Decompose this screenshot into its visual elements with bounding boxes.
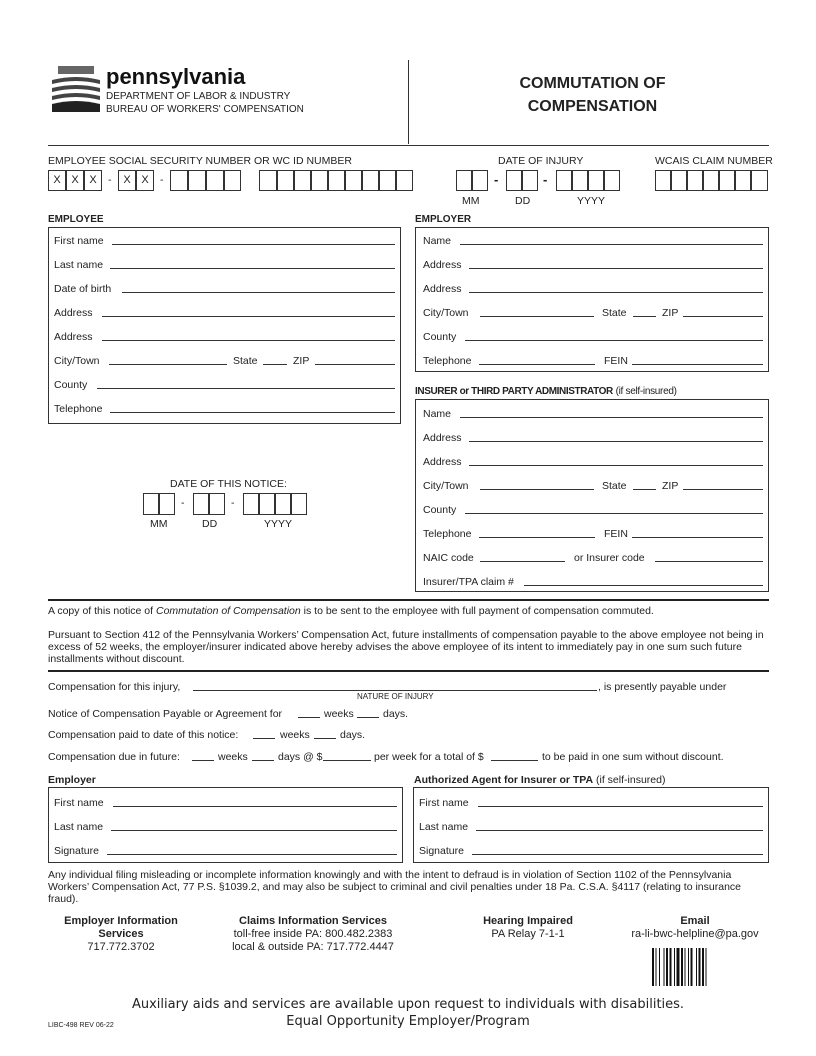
ssn-digit-2[interactable]: X (66, 170, 84, 191)
insurer-code-label: or Insurer code (574, 552, 645, 564)
notice-date-label: DATE OF THIS NOTICE: (170, 478, 287, 490)
employer-state-label: State (602, 307, 627, 319)
notice-comp-weeks-label: weeks (324, 708, 354, 720)
employer-address-1-label: Address (423, 259, 462, 271)
employer-zip-label: ZIP (662, 307, 679, 319)
ssn-dash-1: - (108, 174, 112, 186)
employer-info-heading-1: Employer Information (64, 915, 178, 927)
claims-line-1: toll-free inside PA: 800.482.2383 (233, 928, 393, 940)
insurer-address-2-label: Address (423, 456, 462, 468)
notice-yyyy-4[interactable] (291, 493, 307, 515)
nature-of-injury-field[interactable] (193, 690, 597, 691)
due-days-at-label: days @ $ (278, 751, 323, 763)
ssn-digit-3[interactable]: X (84, 170, 102, 191)
employer-telephone-field[interactable] (479, 364, 595, 365)
ssn-digit-9[interactable] (224, 170, 241, 191)
employer-fein-field[interactable] (632, 364, 763, 365)
email-heading: Email (680, 915, 710, 927)
copy-italic: Commutation of Compensation (155, 605, 301, 617)
employer-telephone-label: Telephone (423, 355, 472, 367)
barcode (652, 948, 746, 986)
employee-state-label: State (233, 355, 258, 367)
notice-comp-days-field[interactable] (357, 717, 379, 718)
claims-line-2: local & outside PA: 717.772.4447 (232, 941, 394, 953)
ssn-label: EMPLOYEE SOCIAL SECURITY NUMBER OR WC ID NUMBER (48, 155, 352, 167)
insurer-state-label: State (602, 480, 627, 492)
agent-sig-first-field[interactable] (478, 806, 763, 807)
employee-dob-field[interactable] (122, 292, 395, 293)
employer-heading: EMPLOYER (415, 214, 472, 225)
employee-last-name-label: Last name (54, 259, 104, 271)
employee-dob-label: Date of birth (54, 283, 112, 295)
insurer-address-1-field[interactable] (469, 441, 763, 442)
employer-name-field[interactable] (460, 244, 763, 245)
due-weeks-label: weeks (218, 751, 248, 763)
insurer-county-field[interactable] (465, 513, 763, 514)
doi-label: DATE OF INJURY (498, 155, 584, 167)
notice-mm-2[interactable] (159, 493, 175, 515)
notice-comp-label: Notice of Compensation Payable or Agreement for (48, 708, 283, 720)
hearing-impaired-contact (460, 915, 596, 941)
employee-first-name-label: First name (54, 235, 104, 247)
dept-line-1: DEPARTMENT OF LABOR & INDUSTRY (106, 91, 291, 102)
insurer-telephone-field[interactable] (479, 537, 595, 538)
nature-of-injury-caption: NATURE OF INJURY (357, 692, 434, 701)
employer-address-1-field[interactable] (469, 268, 763, 269)
insurer-telephone-label: Telephone (423, 528, 472, 540)
due-days-field[interactable] (252, 760, 274, 761)
notice-comp-weeks-field[interactable] (298, 717, 320, 718)
header-divider (408, 60, 409, 144)
employer-box (415, 227, 769, 372)
insurer-claim-label: Insurer/TPA claim # (423, 576, 514, 588)
insurer-state-field[interactable] (633, 489, 656, 490)
paid-weeks-label: weeks (280, 729, 310, 741)
insurer-county-label: County (423, 504, 457, 516)
employee-county-field[interactable] (97, 388, 395, 389)
due-weeks-field[interactable] (192, 760, 214, 761)
employee-city-field[interactable] (109, 364, 227, 365)
wcais-digit-4[interactable] (703, 170, 719, 191)
insurer-name-label: Name (423, 408, 452, 420)
employer-city-field[interactable] (480, 316, 594, 317)
doi-yyyy-2[interactable] (572, 170, 588, 191)
employee-first-name-field[interactable] (112, 244, 395, 245)
employer-info-phone: 717.772.3702 (87, 941, 155, 953)
employer-county-field[interactable] (465, 340, 763, 341)
notice-dd-label: DD (202, 518, 218, 530)
rule-1 (48, 599, 769, 601)
insurer-address-1-label: Address (423, 432, 462, 444)
employee-heading: EMPLOYEE (48, 214, 104, 225)
employee-box (48, 227, 401, 424)
doi-yyyy-1[interactable] (556, 170, 572, 191)
wcid-digit-8[interactable] (379, 170, 396, 191)
employee-zip-label: ZIP (293, 355, 310, 367)
comp-injury-label: Compensation for this injury, (48, 681, 181, 693)
notice-yyyy-1[interactable] (243, 493, 259, 515)
ssn-dash-2: - (160, 174, 164, 186)
insurer-code-field[interactable] (655, 561, 763, 562)
wcais-digit-5[interactable] (719, 170, 735, 191)
due-rate-field[interactable] (323, 760, 371, 761)
wcid-digit-1[interactable] (259, 170, 277, 191)
form-title (420, 72, 765, 118)
employer-sig-signature-label: Signature (54, 845, 99, 857)
employer-city-label: City/Town (423, 307, 469, 319)
insurer-heading (415, 386, 677, 397)
employee-county-label: County (54, 379, 88, 391)
ssn-digit-6[interactable] (170, 170, 188, 191)
doi-mm-label: MM (462, 195, 480, 207)
paid-weeks-field[interactable] (253, 738, 275, 739)
doi-yyyy-4[interactable] (604, 170, 620, 191)
notice-dash-1: - (181, 497, 185, 509)
ssn-digit-8[interactable] (206, 170, 224, 191)
copy-pre: A copy of this notice of (48, 605, 156, 617)
employer-sig-first-field[interactable] (113, 806, 397, 807)
notice-yyyy-3[interactable] (275, 493, 291, 515)
employee-address-1-label: Address (54, 307, 93, 319)
barcode-icon (652, 948, 746, 986)
agent-signature-field[interactable] (472, 854, 763, 855)
employer-county-label: County (423, 331, 457, 343)
employer-sig-last-field[interactable] (111, 830, 397, 831)
agent-heading-note: (if self-insured) (596, 774, 666, 786)
employer-state-field[interactable] (633, 316, 656, 317)
keystone-logo-icon (50, 66, 102, 114)
employee-zip-field[interactable] (315, 364, 395, 365)
paid-days-field[interactable] (314, 738, 336, 739)
notice-comp-days-label: days. (383, 708, 409, 720)
agent-sig-last-label: Last name (419, 821, 469, 833)
claims-info-contact (210, 915, 416, 954)
doi-dash-2: - (543, 172, 548, 187)
employee-address-1-field[interactable] (102, 316, 395, 317)
comp-injury-post: , is presently payable under (598, 681, 727, 693)
form-id: LIBC-498 REV 06-22 (48, 1022, 114, 1029)
due-one-sum-label: to be paid in one sum without discount. (542, 751, 724, 763)
doi-dd-label: DD (515, 195, 531, 207)
wcid-digit-4[interactable] (311, 170, 328, 191)
wcais-digit-1[interactable] (655, 170, 671, 191)
agent-sig-last-field[interactable] (476, 830, 763, 831)
doi-mm-1[interactable] (456, 170, 472, 191)
wcais-digit-3[interactable] (687, 170, 703, 191)
employer-name-label: Name (423, 235, 452, 247)
fraud-warning: Any individual filing misleading or incomplete information knowingly and with the intent to defraud is in violation of Section 1102 of the Pennsylvania Workers’ Compensation Act, 77 P.S. §1039.2, and may also be subject to criminal and civil penalties under 18 Pa. C.S.A. §4117 (relating to insurance fraud). (48, 869, 741, 905)
insurer-naic-label: NAIC code (423, 552, 474, 564)
state-name: pennsylvania (106, 64, 246, 89)
employee-city-label: City/Town (54, 355, 100, 367)
ssn-digit-4[interactable]: X (118, 170, 136, 191)
insurer-address-2-field[interactable] (469, 465, 763, 466)
rule-2 (48, 670, 769, 672)
employee-last-name-field[interactable] (110, 268, 395, 269)
insurer-name-field[interactable] (460, 417, 763, 418)
insurer-fein-field[interactable] (632, 537, 763, 538)
claims-heading: Claims Information Services (239, 915, 387, 927)
insurer-naic-field[interactable] (480, 561, 565, 562)
employer-fein-label: FEIN (604, 355, 628, 367)
doi-dd-1[interactable] (506, 170, 522, 191)
employee-address-2-label: Address (54, 331, 93, 343)
notice-mm-label: MM (150, 518, 168, 530)
doi-mm-2[interactable] (472, 170, 488, 191)
employer-sig-heading: Employer (48, 774, 96, 786)
email-contact (612, 915, 778, 941)
agent-sig-first-label: First name (419, 797, 469, 809)
ssn-digit-7[interactable] (188, 170, 206, 191)
copy-notice-text (48, 605, 654, 617)
hearing-line: PA Relay 7-1-1 (491, 928, 565, 940)
employer-signature-field[interactable] (107, 854, 397, 855)
employee-telephone-field[interactable] (110, 412, 395, 413)
aux-aids-text (0, 996, 816, 1030)
dept-line-2: BUREAU OF WORKERS' COMPENSATION (106, 104, 304, 115)
wcid-digit-9[interactable] (396, 170, 413, 191)
employer-info-heading-2: Services (98, 928, 144, 940)
paid-to-date-label: Compensation paid to date of this notice: (48, 729, 239, 741)
insurer-zip-field[interactable] (683, 489, 763, 490)
wcais-digit-2[interactable] (671, 170, 687, 191)
header-rule (48, 145, 769, 146)
paid-days-label: days. (340, 729, 366, 741)
notice-dash-2: - (231, 497, 235, 509)
ssn-digit-1[interactable]: X (48, 170, 66, 191)
notice-dd-1[interactable] (193, 493, 209, 515)
agent-sig-signature-label: Signature (419, 845, 464, 857)
employee-state-field[interactable] (263, 364, 287, 365)
notice-dd-2[interactable] (209, 493, 225, 515)
wcais-label: WCAIS CLAIM NUMBER (655, 155, 773, 167)
employee-address-2-field[interactable] (102, 340, 395, 341)
doi-yyyy-3[interactable] (588, 170, 604, 191)
doi-dd-2[interactable] (522, 170, 538, 191)
wcid-digit-3[interactable] (294, 170, 311, 191)
agent-heading-text: Authorized Agent for Insurer or TPA (414, 774, 594, 786)
title-line-1: COMMUTATION OF (519, 75, 666, 92)
insurer-heading-text: INSURER or THIRD PARTY ADMINISTRATOR (415, 386, 613, 397)
wcid-digit-5[interactable] (328, 170, 345, 191)
notice-yyyy-label: YYYY (264, 518, 293, 530)
due-total-field[interactable] (491, 760, 538, 761)
employer-info-contact (48, 915, 194, 954)
aux-line-2: Equal Opportunity Employer/Program (286, 1014, 530, 1029)
pursuant-text: Pursuant to Section 412 of the Pennsylvania Workers’ Compensation Act, future installments of compensation payable to the above employee not being in excess of 52 weeks, the employer/insurer indicated above hereby advises the above employee of its intent to immediately pay in one sum such future installments without discount. (48, 629, 764, 665)
wcid-digit-2[interactable] (277, 170, 294, 191)
doi-yyyy-label: YYYY (577, 195, 606, 207)
employer-sig-last-label: Last name (54, 821, 104, 833)
employer-sig-first-label: First name (54, 797, 104, 809)
wcid-digit-7[interactable] (362, 170, 379, 191)
employee-telephone-label: Telephone (54, 403, 103, 415)
insurer-fein-label: FEIN (604, 528, 628, 540)
copy-post: is to be sent to the employee with full payment of compensation commuted. (300, 605, 654, 617)
ssn-digit-5[interactable]: X (136, 170, 154, 191)
wcais-digit-7[interactable] (751, 170, 768, 191)
employer-address-2-field[interactable] (469, 292, 763, 293)
insurer-city-label: City/Town (423, 480, 469, 492)
pa-logo (50, 66, 102, 114)
notice-mm-1[interactable] (143, 493, 159, 515)
hearing-heading: Hearing Impaired (483, 915, 573, 927)
email-address[interactable]: ra-li-bwc-helpline@pa.gov (631, 928, 759, 940)
due-per-week-label: per week for a total of $ (374, 751, 484, 763)
employer-zip-field[interactable] (683, 316, 763, 317)
insurer-zip-label: ZIP (662, 480, 679, 492)
notice-yyyy-2[interactable] (259, 493, 275, 515)
due-future-label: Compensation due in future: (48, 751, 180, 763)
doi-dash-1: - (494, 172, 499, 187)
wcid-digit-6[interactable] (345, 170, 362, 191)
employer-address-2-label: Address (423, 283, 462, 295)
agent-sig-heading (414, 774, 665, 786)
insurer-heading-note: (if self-insured) (615, 386, 677, 397)
insurer-claim-field[interactable] (524, 585, 763, 586)
insurer-city-field[interactable] (480, 489, 594, 490)
wcais-digit-6[interactable] (735, 170, 751, 191)
aux-line-1: Auxiliary aids and services are available upon request to individuals with disabilities. (131, 997, 685, 1012)
title-line-2: COMPENSATION (527, 98, 658, 115)
